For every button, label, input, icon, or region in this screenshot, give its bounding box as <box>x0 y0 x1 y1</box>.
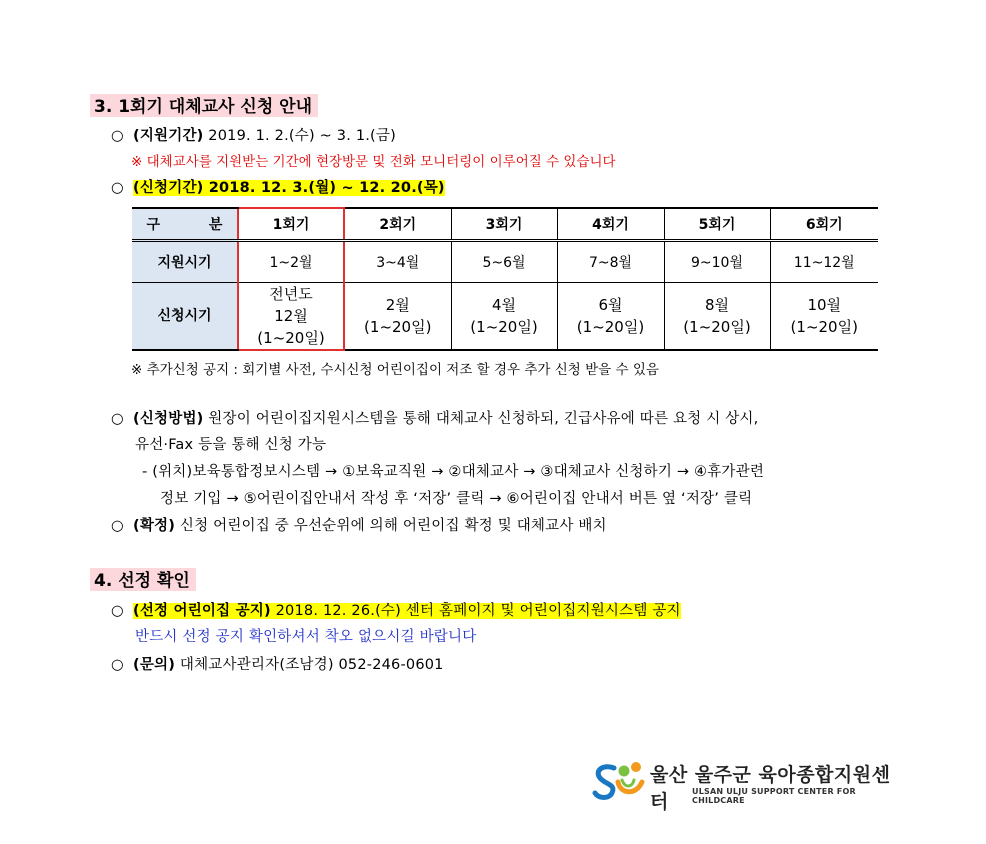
table-header-row <box>132 208 878 241</box>
center-logo-icon <box>592 758 648 802</box>
table-cell: 3~4월 <box>344 241 451 283</box>
section3-heading-text: 3. 1회기 대체교사 신청 안내 <box>94 97 313 117</box>
cell-line: (1~20일) <box>364 318 432 336</box>
table-cell <box>344 283 451 351</box>
notice-text: 2018. 12. 26.(수) 센터 홈페이지 및 어린이집지원시스템 공지 <box>275 603 681 619</box>
table-cell: 7~8월 <box>557 241 664 283</box>
table-cell <box>770 283 878 351</box>
notice-label: (선정 어린이집 공지) <box>133 603 271 619</box>
confirm-label: (확정) <box>133 518 176 534</box>
support-period-value: 2019. 1. 2.(수) ~ 3. 1.(금) <box>208 128 396 144</box>
location-line-2: 정보 기입 → ⑤어린이집안내서 작성 후 ‘저장’ 클릭 → ⑥어린이집 안내서 버튼 옆 ‘저장’ 클릭 <box>160 491 753 507</box>
table-cell: 9~10월 <box>664 241 770 283</box>
circle-bullet-icon: ○ <box>111 603 124 619</box>
table-row <box>132 283 878 351</box>
apply-period-text: (신청기간) 2018. 12. 3.(월) ~ 12. 20.(목) <box>133 180 445 196</box>
cell-line: (1~20일) <box>470 318 538 336</box>
cell-line: (1~20일) <box>683 318 751 336</box>
cell-line: 6월 <box>598 296 623 314</box>
circle-bullet-icon: ○ <box>111 180 124 196</box>
location-line-1: - (위치)보육통합정보시스템 → ①보육교직원 → ②대체교사 → ③대체교사 신청하기 → ④휴가관련 <box>142 464 765 480</box>
cell-line: 12월 <box>274 307 308 325</box>
circle-bullet-icon: ○ <box>111 518 124 534</box>
header-label-cell: 구 분 <box>132 208 238 241</box>
header-cell: 6회기 <box>770 208 878 241</box>
header-cell: 2회기 <box>344 208 451 241</box>
cell-line: 2월 <box>385 296 410 314</box>
table-cell <box>664 283 770 351</box>
table-cell: 5~6월 <box>451 241 557 283</box>
circle-bullet-icon: ○ <box>111 411 124 427</box>
table-cell <box>451 283 557 351</box>
row-label-cell: 지원시기 <box>132 241 238 283</box>
support-period-line <box>111 124 396 145</box>
center-logo-name-ko: 울산 울주군 육아종합지원센터 <box>650 764 891 813</box>
schedule-table <box>132 207 878 351</box>
table-cell <box>238 283 344 351</box>
apply-period-line <box>111 176 445 197</box>
inquiry-line <box>111 653 444 674</box>
cell-line: (1~20일) <box>576 318 645 336</box>
inquiry-text: 대체교사관리자(조남경) 052-246-0601 <box>179 657 444 673</box>
section3-heading <box>90 92 318 117</box>
cell-line: 10월 <box>807 296 842 314</box>
method-line-2: 유선·Fax 등을 통해 신청 가능 <box>135 437 327 453</box>
extra-apply-note: ※ 추가신청 공지 : 회기별 사전, 수시신청 어린이집이 저조 할 경우 추가 신청 받을 수 있음 <box>131 362 659 378</box>
support-note: ※ 대체교사를 지원받는 기간에 현장방문 및 전화 모니터링이 이루어질 수 있습니다 <box>131 154 616 170</box>
center-logo <box>592 758 892 813</box>
header-cell: 4회기 <box>557 208 664 241</box>
notice-sub: 반드시 선정 공지 확인하셔서 착오 없으시길 바랍니다 <box>135 629 477 645</box>
table-cell: 11~12월 <box>770 241 878 283</box>
inquiry-label: (문의) <box>133 657 176 673</box>
notice-line <box>111 599 681 620</box>
center-logo-name-en: ULSAN ULJU SUPPORT CENTER FOR CHILDCARE <box>692 787 856 805</box>
cell-line: 전년도 <box>269 285 313 303</box>
circle-bullet-icon: ○ <box>111 657 124 673</box>
cell-line: 8월 <box>704 296 730 314</box>
table-cell: 1~2월 <box>238 241 344 283</box>
section4-heading <box>90 566 196 591</box>
header-cell: 1회기 <box>238 208 344 241</box>
support-period-label: (지원기간) <box>133 128 204 144</box>
cell-line: (1~20일) <box>257 329 325 347</box>
circle-bullet-icon: ○ <box>111 128 124 144</box>
method-text: 원장이 어린이집지원시스템을 통해 대체교사 신청하되, 긴급사유에 따른 요청 시 상시, <box>208 411 759 427</box>
confirm-line <box>111 514 607 535</box>
cell-line: (1~20일) <box>790 318 858 336</box>
row-label-cell: 신청시기 <box>132 283 238 351</box>
table-row <box>132 241 878 283</box>
cell-line: 4월 <box>491 296 517 314</box>
section4-heading-text: 4. 선정 확인 <box>94 571 190 591</box>
method-line-1 <box>111 407 758 428</box>
header-cell: 5회기 <box>664 208 770 241</box>
header-cell: 3회기 <box>451 208 557 241</box>
table-cell <box>557 283 664 351</box>
method-label: (신청방법) <box>133 411 204 427</box>
confirm-text: 신청 어린이집 중 우선순위에 의해 어린이집 확정 및 대체교사 배치 <box>179 518 607 534</box>
